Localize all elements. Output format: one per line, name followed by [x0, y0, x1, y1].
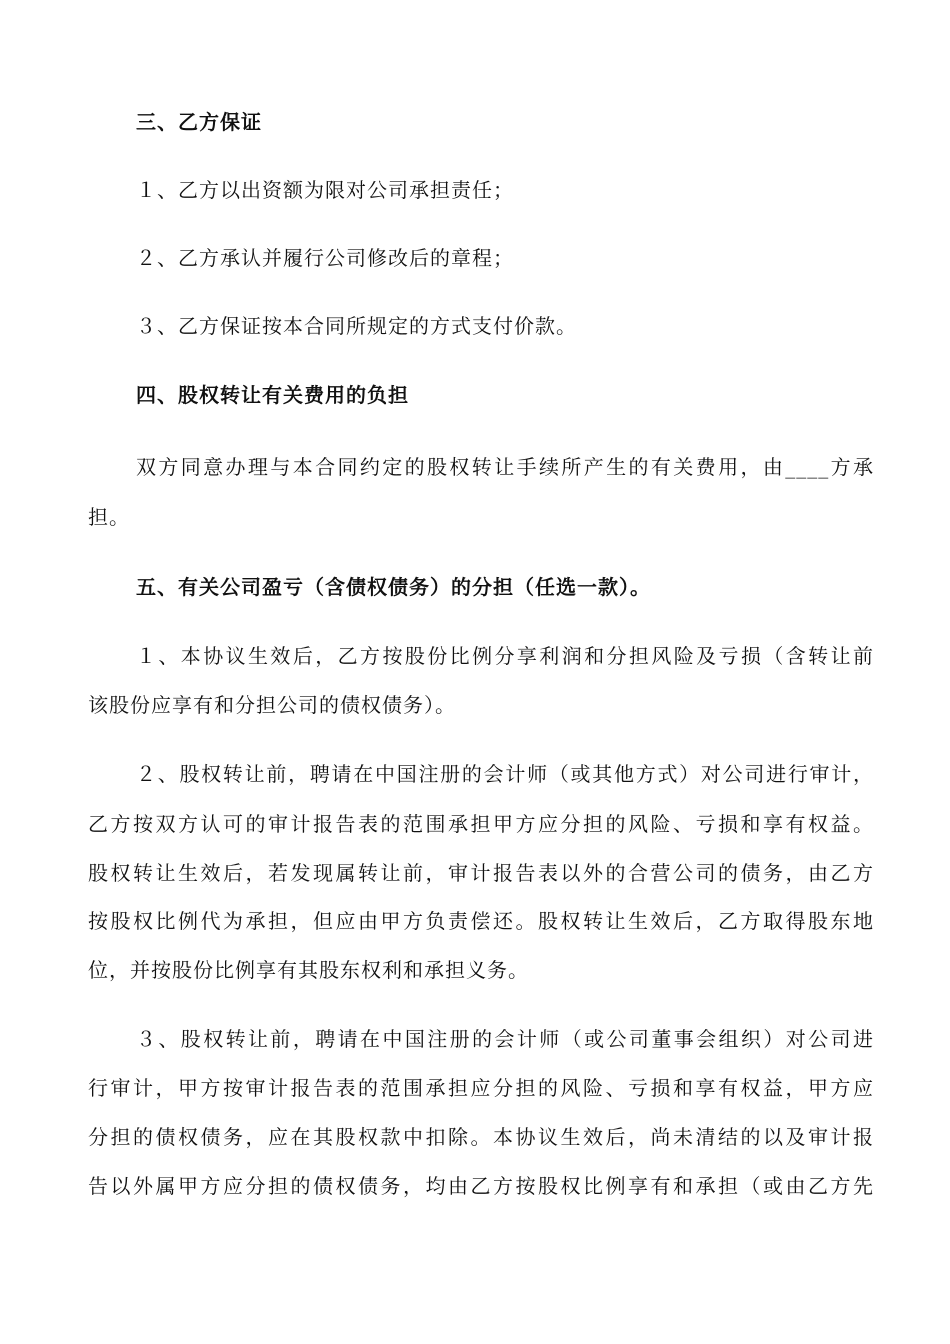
- section-5-heading: 五、有关公司盈亏（含债权债务）的分担（任选一款）。: [136, 575, 651, 599]
- section-5-item-2-line-2: 乙方按双方认可的审计报告表的范围承担甲方应分担的风险、亏损和享有权益。: [88, 812, 874, 836]
- section-5-item-3-line-2: 行审计，甲方按审计报告表的范围承担应分担的风险、亏损和享有权益，甲方应: [88, 1076, 874, 1100]
- section-3-item-3: ３、乙方保证按本合同所规定的方式支付价款。: [136, 314, 577, 338]
- section-3-item-1: １、乙方以出资额为限对公司承担责任；: [136, 178, 514, 202]
- section-5-item-2-line-3: 股权转让生效后，若发现属转让前，审计报告表以外的合营公司的债务，由乙方: [88, 861, 874, 885]
- section-5-item-2-line-5: 位，并按股份比例享有其股东权利和承担义务。: [88, 958, 529, 982]
- section-5-item-3-line-4: 告以外属甲方应分担的债权债务，均由乙方按股权比例享有和承担（或由乙方先: [88, 1174, 874, 1198]
- section-5-item-3-line-3: 分担的债权债务，应在其股权款中扣除。本协议生效后，尚未清结的以及审计报: [88, 1125, 874, 1149]
- section-5-item-2-line-1: ２、股权转让前，聘请在中国注册的会计师（或其他方式）对公司进行审计，: [136, 762, 874, 786]
- section-4-body-line-1: 双方同意办理与本合同约定的股权转让手续所产生的有关费用，由____方承: [136, 455, 874, 479]
- section-4-body-line-2: 担。: [88, 505, 130, 529]
- section-5-item-1-line-2: 该股份应享有和分担公司的债权债务）。: [88, 693, 456, 717]
- section-5-item-3-line-1: ３、股权转让前，聘请在中国注册的会计师（或公司董事会组织）对公司进: [136, 1027, 874, 1051]
- section-3-heading: 三、乙方保证: [136, 110, 262, 134]
- section-4-heading: 四、股权转让有关费用的负担: [136, 383, 409, 407]
- section-5-item-1-line-1: １、本协议生效后，乙方按股份比例分享利润和分担风险及亏损（含转让前: [136, 644, 874, 668]
- section-3-item-2: ２、乙方承认并履行公司修改后的章程；: [136, 246, 514, 270]
- section-5-item-2-line-4: 按股权比例代为承担，但应由甲方负责偿还。股权转让生效后，乙方取得股东地: [88, 909, 874, 933]
